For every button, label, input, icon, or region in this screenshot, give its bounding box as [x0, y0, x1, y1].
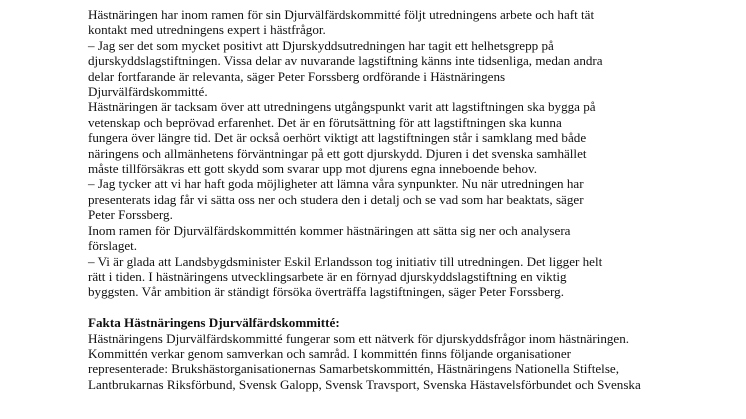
text-line: Djurvälfärdskommitté.: [88, 84, 208, 100]
text-line: – Jag tycker att vi har haft goda möjligheter att lämna våra synpunkter. Nu när utredningen har: [88, 176, 584, 192]
facts-heading: Fakta Hästnäringens Djurvälfärdskommitté:: [88, 315, 340, 331]
facts-text: [88, 331, 728, 393]
text-line: Hästnäringen har inom ramen för sin Djurvälfärdskommitté följt utredningens arbete och haft tät: [88, 7, 595, 22]
text-line: – Vi är glada att Landsbygdsminister Eskil Erlandsson tog initiativ till utredningen. Det ligger helt: [88, 253, 603, 269]
text-line: fungera över längre tid. Det är också oerhört viktigt att lagstiftningen står i samklang med både: [88, 130, 587, 146]
text-line: näringens och allmänhetens förväntningar på ett gott djurskydd. Djuren i det svenska samhället: [88, 145, 587, 161]
document-body: [88, 7, 728, 392]
text-line: rätt i tiden. I hästnäringens utvecklingsarbete är en förnyad djurskyddslagstiftning en viktig: [88, 268, 567, 284]
text-line: presenterats idag får vi sätta oss ner och studera den i detalj och se vad som har beaktats, säger: [88, 191, 584, 207]
text-line: kontakt med utredningens expert i hästfrågor.: [88, 22, 326, 38]
facts-line: Hästnäringens Djurvälfärdskommitté fungerar som ett nätverk för djurskyddsfrågor inom hästnäringen.: [88, 330, 630, 346]
text-line: måste tillförsäkras ett gott skydd som svarar upp mot djurens egna inneboende behov.: [88, 161, 537, 177]
text-line: Hästnäringen är tacksam över att utredningens utgångspunkt varit att lagstiftningen ska bygga på: [88, 99, 596, 115]
text-line: vetenskap och beprövad erfarenhet. Det är en förutsättning för att lagstiftningen ska kunna: [88, 114, 562, 130]
facts-line: representerade: Brukshästorganisationernas Samarbetskommittén, Hästnäringens Nationella Stiftelse,: [88, 361, 620, 377]
text-line: djurskyddslagstiftningen. Vissa delar av nuvarande lagstiftning känns inte tidsenliga, medan andra: [88, 53, 603, 69]
text-line: byggsten. Vår ambition är ständigt försöka överträffa lagstiftningen, säger Peter Forssberg.: [88, 284, 564, 300]
text-line: förslaget.: [88, 238, 138, 254]
text-line: – Jag ser det som mycket positivt att Djurskyddsutredningen har tagit ett helhetsgrepp på: [88, 37, 554, 53]
text-line: Peter Forssberg.: [88, 207, 173, 223]
text-line: delar fortfarande är relevanta, säger Peter Forssberg ordförande i Hästnäringens: [88, 68, 506, 84]
paragraph-spacer: [88, 300, 728, 315]
facts-line: Lantbrukarnas Riksförbund, Svensk Galopp, Svensk Travsport, Svenska Hästavelsförbundet och Svenska: [88, 376, 641, 392]
main-text: [88, 7, 728, 300]
text-line: Inom ramen för Djurvälfärdskommittén kommer hästnäringen att sätta sig ner och analysera: [88, 222, 571, 238]
facts-line: Kommittén verkar genom samverkan och samråd. I kommittén finns följande organisationer: [88, 345, 572, 361]
